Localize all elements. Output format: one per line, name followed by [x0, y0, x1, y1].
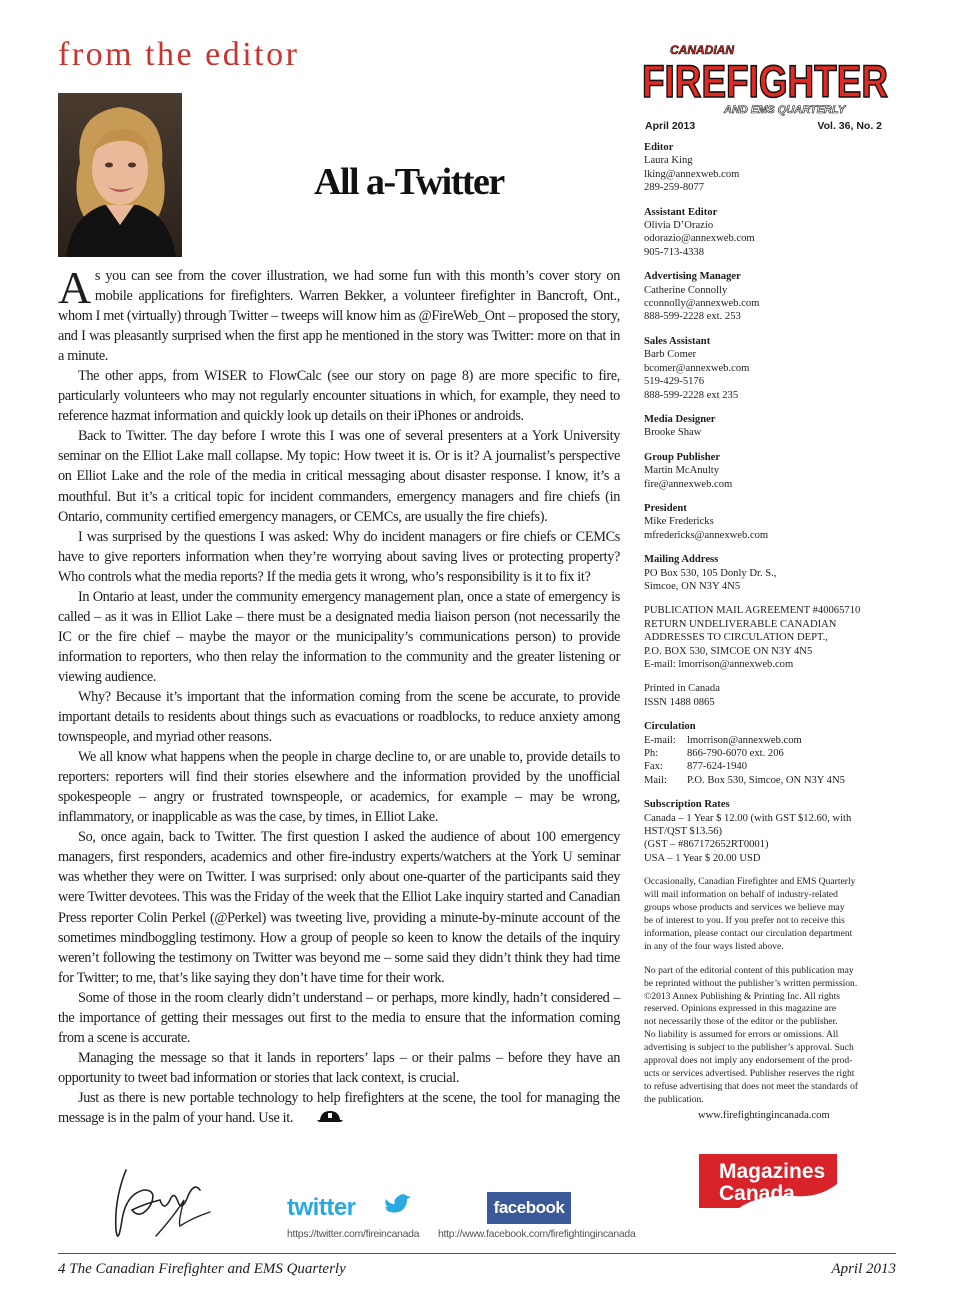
mailing-notice [644, 876, 890, 953]
masthead-block [644, 141, 890, 195]
circulation-key: Ph: [644, 748, 659, 760]
masthead-block [644, 413, 890, 440]
article-paragraph: So, once again, back to Twitter. The first question I asked the audience of about 100 emergency managers, first responders, academics and other fire-industry experts/watchers at the York U seminar was whether they were on Twitter. I was surprised: only about one-quarter of the participants said they were Twitter devotees. This was the Friday of the week that the Elliot Lake inquiry started and Canadian Press reporter Colin Perkel (@Perkel) was tweeting live, providing a minute-by-minute account of the sometimes mindboggling testimony. How a group of people so keen to know the details of the inquiry weren’t following the testimony on Twitter was beyond me – some said they didn’t think they had time for Twitter; to me, that’s like saying they don’t have time for their work. [58, 829, 620, 986]
circulation-row [644, 734, 890, 747]
legal-line: reserved. Opinions expressed in this magazine are [644, 1003, 837, 1015]
masthead-block [644, 502, 890, 542]
facebook-logo[interactable]: facebook [487, 1192, 571, 1224]
circulation-row [644, 747, 890, 760]
masthead-line: 888-599-2228 ext 235 [644, 389, 739, 401]
twitter-wordmark: twitter [287, 1194, 356, 1221]
article-paragraph: In Ontario at least, under the community emergency management plan, once a state of emergency is called – as it was in Elliot Lake – there must be a designated media liaison person (not necessarily the IC or the fire chief – maybe the mayor or the municipality’s communications person) to provide information to reporters, who then relay the information to the community and the greater listening or viewing audience. [58, 588, 620, 685]
masthead-line: 888-599-2228 ext. 253 [644, 311, 741, 323]
masthead-line: 905-713-4338 [644, 246, 705, 258]
masthead-line: PUBLICATION MAIL AGREEMENT #40065710 [644, 605, 861, 617]
article-body [58, 262, 620, 1129]
website-link[interactable]: www.firefightingincanada.com [698, 1109, 830, 1121]
notice-line: in any of the four ways listed above. [644, 940, 784, 952]
masthead-line: Brooke Shaw [644, 427, 702, 439]
issue-volume: Vol. 36, No. 2 [817, 120, 882, 132]
editor-photo [58, 93, 182, 257]
masthead-line: ADDRESSES TO CIRCULATION DEPT., [644, 632, 828, 644]
editor-signature [104, 1160, 214, 1252]
notice-line: information, please contact our circulation department [644, 927, 853, 939]
magazines-canada-logo [699, 1154, 837, 1208]
circulation-row [644, 760, 890, 773]
legal-line: to refuse advertising that does not meet the standards of [644, 1080, 858, 1092]
logo-bottom-text: AND EMS QUARTERLY [724, 104, 846, 116]
circulation-key: Fax: [644, 761, 663, 773]
article-paragraph: We all know what happens when the people in charge decline to, or are unable to, provide details to reporters: reporters will find their stories elsewhere and the information provided by the unofficial spokespeople – angry or frustrated townspeople, or academics, for example – may be wrong, inflammatory, or inapplicable as was the case, by times, in Elliot Lake. [58, 749, 620, 826]
article-paragraph: Back to Twitter. The day before I wrote this I was one of several presenters at a York University seminar on the Elliot Lake mall collapse. My topic: How tweet it is. Or is it? A journalist’s perspective on Elliot Lake and the role of the media in critical messaging about disaster response. I know, it’s a mouthful. But it’s a critical topic for incident commanders, emergency managers and fire chiefs (in Ontario, community certified emergency managers, or CEMCs, are usually the fire chiefs). [58, 428, 620, 525]
masthead-heading: Advertising Manager [644, 271, 741, 283]
masthead-heading: President [644, 502, 687, 514]
issue-info [645, 120, 882, 132]
circulation-value: 866-790-6070 ext. 206 [687, 748, 784, 760]
masthead-heading: Circulation [644, 721, 696, 733]
masthead-heading: Sales Assistant [644, 335, 711, 347]
logo-top-text: CANADIAN [670, 43, 734, 57]
masthead-line: PO Box 530, 105 Donly Dr. S., [644, 567, 777, 579]
article-paragraph: Managing the message so that it lands in reporters’ laps – or their palms – before they have an opportunity to tweet bad information or stories that lack context, is crucial. [58, 1049, 620, 1086]
masthead-block [644, 553, 890, 593]
article-paragraph: The other apps, from WISER to FlowCalc (see our story on page 8) are more specific to fire, particularly volunteers who may not regularly encounter situations in which, for example, they need to reference hazmat information and quickly look up details on their iPhones or androids. [58, 368, 620, 425]
article-title: All a-Twitter [314, 161, 504, 203]
masthead-line: ISSN 1488 0865 [644, 696, 715, 708]
article-paragraph: I was surprised by the questions I was asked: Why do incident managers or fire chiefs or CEMCs have to give reporters information when they’re worrying about saving lives or protecting property? Who controls what the media reports? If the media gets it wrong, who’s responsibility is it to fix it? [58, 528, 620, 585]
masthead-line: 289-259-8077 [644, 182, 705, 194]
footer-folio: 4 The Canadian Firefighter and EMS Quarterly [58, 1261, 346, 1277]
masthead-line: Olivia D’Orazio [644, 220, 714, 232]
masthead-line: cconnolly@annexweb.com [644, 298, 760, 310]
legal-line: the publication. [644, 1093, 704, 1105]
masthead-line: HST/QST $13.56) [644, 826, 723, 838]
subscription-block [644, 798, 890, 865]
partner-logo-line2: Canada [719, 1182, 795, 1205]
masthead-heading: Assistant Editor [644, 206, 718, 218]
fire-helmet-icon [297, 1109, 343, 1129]
legal-line: approval does not imply any endorsement of the prod- [644, 1055, 853, 1067]
article-paragraph [58, 1088, 620, 1129]
masthead-line: mfredericks@annexweb.com [644, 529, 769, 541]
masthead-line: USA – 1 Year $ 20.00 USD [644, 852, 761, 864]
footer-date: April 2013 [831, 1261, 896, 1277]
masthead-block [644, 451, 890, 491]
masthead-line: (GST – #867172652RT0001) [644, 839, 769, 851]
legal-line: ucts or services advertised. Publisher reserves the right [644, 1067, 855, 1079]
circulation-key: Mail: [644, 774, 667, 786]
masthead-line: bcomer@annexweb.com [644, 362, 750, 374]
article-paragraph: Some of those in the room clearly didn’t understand – or perhaps, more kindly, hadn’t considered – the importance of getting their messages out first to the media to ensure that the information coming from a scene is accurate. [58, 989, 620, 1046]
masthead-line: Mike Fredericks [644, 516, 714, 528]
masthead-line: Printed in Canada [644, 683, 720, 695]
masthead-block [644, 335, 890, 402]
masthead-heading: Mailing Address [644, 554, 719, 566]
masthead-line: E-mail: lmorrison@annexweb.com [644, 659, 794, 670]
masthead [644, 141, 890, 1122]
closing-paragraph-text: Just as there is new portable technology to help firefighters at the scene, the tool for managing the message is in the palm of your hand. Use it. [58, 1089, 620, 1126]
firefighter-magazine-logo [642, 40, 890, 116]
notice-line: groups whose products and services we believe may [644, 902, 845, 914]
legal-line: be reprinted without the publisher’s written permission. [644, 977, 858, 989]
section-heading: from the editor [58, 36, 300, 73]
logo-main-text: FIREFIGHTER [642, 56, 888, 107]
circulation-value: P.O. Box 530, Simcoe, ON N3Y 4N5 [687, 774, 845, 786]
circulation-key: E-mail: [644, 734, 676, 746]
footer-divider [58, 1253, 896, 1254]
legal-notice [644, 965, 890, 1107]
masthead-heading: Subscription Rates [644, 799, 730, 811]
masthead-line: Simcoe, ON N3Y 4N5 [644, 580, 741, 592]
notice-line: be of interest to you. If you prefer not to receive this [644, 915, 845, 926]
masthead-line: Martin McAnulty [644, 465, 720, 477]
masthead-heading: Editor [644, 142, 674, 153]
masthead-heading: Group Publisher [644, 451, 721, 463]
facebook-url[interactable]: http://www.facebook.com/firefightingincanada [438, 1228, 636, 1240]
masthead-line: Laura King [644, 155, 693, 167]
article-paragraph: Why? Because it’s important that the information coming from the scene be accurate, to provide important details to residents about things such as evacuations or roadblocks, to reduce anxiety among townspeople, and myriad other reasons. [58, 688, 620, 746]
partner-logo-line1: Magazines [719, 1160, 826, 1183]
legal-line: ©2013 Annex Publishing & Printing Inc. All rights [644, 990, 840, 1002]
notice-line: will mail information on behalf of industry-related [644, 889, 838, 901]
masthead-line: Canada – 1 Year $ 12.00 (with GST $12.60, with [644, 812, 852, 824]
article-paragraph [58, 262, 620, 366]
circulation-value: 877-624-1940 [687, 761, 748, 773]
masthead-heading: Media Designer [644, 413, 716, 425]
printed-block [644, 682, 890, 709]
legal-line: not necessarily those of the editor or the publisher. [644, 1016, 838, 1028]
masthead-line: fire@annexweb.com [644, 478, 733, 490]
masthead-block [644, 206, 890, 260]
notice-line: Occasionally, Canadian Firefighter and EMS Quarterly [644, 876, 856, 888]
twitter-logo[interactable] [287, 1193, 411, 1221]
circulation-block [644, 720, 890, 787]
twitter-bird-icon [385, 1194, 411, 1212]
circulation-row [644, 774, 890, 787]
masthead-line: Barb Comer [644, 349, 697, 361]
legal-line: No part of the editorial content of this publication may [644, 964, 854, 976]
first-paragraph-text: s you can see from the cover illustration, we had some fun with this month’s cover story on mobile applications for firefighters. Warren Bekker, a volunteer firefighter in Bancroft, Ont., whom I met (virtually) through Twitter – tweeps will know him as @FireWeb_Ont – proposed the story, and I was pleasantly surprised when the first app he mentioned in the story was Twitter: more on that in a minute. [58, 268, 620, 365]
masthead-line: 519-429-5176 [644, 376, 705, 388]
masthead-line: P.O. BOX 530, SIMCOE ON N3Y 4N5 [644, 645, 813, 657]
legal-line: advertising is subject to the publisher’s approval. Such [644, 1042, 854, 1054]
publication-mail-block [644, 604, 890, 671]
masthead-block [644, 270, 890, 324]
masthead-line: odorazio@annexweb.com [644, 233, 755, 245]
masthead-line: lking@annexweb.com [644, 168, 740, 180]
drop-cap: A [58, 262, 91, 313]
masthead-line: Catherine Connolly [644, 284, 728, 296]
legal-line: No liability is assumed for errors or omissions. All [644, 1029, 839, 1041]
issue-date: April 2013 [645, 120, 696, 132]
circulation-value: lmorrison@annexweb.com [687, 734, 802, 746]
masthead-line: RETURN UNDELIVERABLE CANADIAN [644, 618, 837, 630]
twitter-url[interactable]: https://twitter.com/fireincanada [287, 1228, 420, 1240]
